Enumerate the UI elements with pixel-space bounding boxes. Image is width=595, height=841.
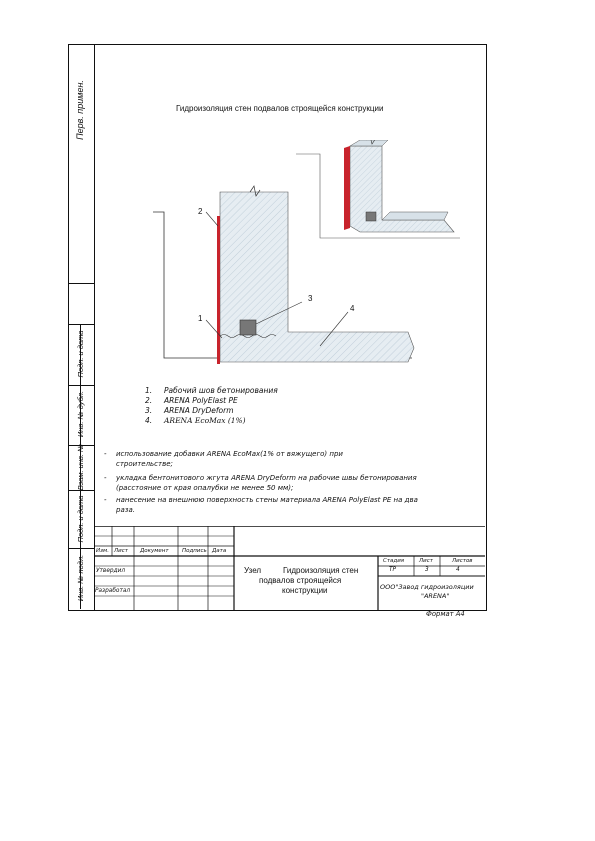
legend-num-2: 2. — [145, 396, 153, 405]
note-3-line2: раза. — [116, 506, 135, 514]
stamp-col-listov: Листов — [452, 558, 473, 564]
iso-view-drawing — [294, 140, 464, 242]
stamp-header-list: Лист — [114, 548, 128, 554]
iso-bentonite-cord — [366, 212, 376, 221]
legend-text-4: ARENA EcoMax (1%) — [164, 416, 246, 425]
legend-num-3: 3. — [145, 406, 153, 415]
note-3-line1: нанесение на внешнюю поверхность стены материала ARENA PolyElast PE на два — [116, 496, 418, 504]
stamp-utverdil: Утвердил — [96, 568, 126, 574]
stamp-val-stadia: ТР — [389, 567, 397, 573]
iso-wall-top — [350, 140, 388, 146]
note-dash-3: - — [104, 496, 107, 504]
stamp-header-data: Дата — [212, 548, 227, 554]
callout-2: 2 — [198, 207, 203, 216]
callout-4: 4 — [350, 304, 355, 313]
side-label-podp2: Подп. и дата — [76, 495, 85, 543]
legend-text-1: Рабочий шов бетонирования — [164, 386, 278, 395]
stamp-razrabotal: Разработал — [95, 588, 131, 594]
leader-2 — [206, 212, 218, 226]
side-label-inv-podl: Инв. № подл. — [76, 554, 85, 602]
iso-slab-top — [382, 212, 448, 220]
stamp-org-1: ООО"Завод гидроизоляции — [380, 583, 474, 591]
legend-num-1: 1. — [145, 386, 153, 395]
legend-text-2: ARENA PolyElast PE — [164, 396, 238, 405]
callout-3: 3 — [308, 294, 313, 303]
bentonite-cord — [240, 320, 256, 335]
membrane-polyelast — [217, 216, 220, 364]
stamp-node-title-3: конструкции — [282, 586, 328, 595]
note-dash-1: - — [104, 450, 107, 458]
side-label-podp1: Подп. и дата — [76, 330, 85, 378]
note-2-line2: (расстояние от края опалубки не менее 50 мм); — [116, 484, 294, 492]
legend-num-4: 4. — [145, 416, 153, 425]
stamp-val-listov: 4 — [456, 567, 460, 573]
note-1-line2: строительстве; — [116, 460, 173, 468]
drawing-title: Гидроизоляция стен подвалов строящейся конструкции — [176, 104, 384, 113]
note-1-line1: использование добавки ARENA EcoMax(1% от вяжущего) при — [116, 450, 343, 458]
callout-1: 1 — [198, 314, 203, 323]
legend-text-3: ARENA DryDeform — [164, 406, 234, 415]
side-label-vzam: Взам. инв. № — [76, 443, 85, 491]
stamp-node-title-1: Гидроизоляция стен — [283, 566, 359, 575]
stamp-header-izm: Изм. — [96, 548, 109, 554]
note-dash-2: - — [104, 474, 107, 482]
stamp-org-2: "ARENA" — [421, 592, 450, 600]
side-divider — [68, 283, 94, 284]
side-label-inv-dubl: Инв. № дубл. — [76, 390, 85, 438]
side-label-perv: Перв. примен. — [75, 80, 85, 140]
iso-membrane — [344, 146, 350, 230]
stamp-col-list: Лист — [419, 558, 433, 564]
format-label: Формат А4 — [426, 610, 465, 618]
stamp-header-doc: Документ — [140, 548, 169, 554]
stamp-col-stadia: Стадия — [383, 558, 405, 564]
stamp-val-list: 3 — [425, 567, 429, 573]
stamp-node-label: Узел — [244, 566, 262, 575]
stamp-node-title-2: подвалов строящейся — [259, 576, 342, 585]
note-2-line1: укладка бентонитового жгута ARENA DryDeform на рабочие швы бетонирования — [116, 474, 417, 482]
stamp-header-podp: Подпись — [182, 548, 207, 554]
